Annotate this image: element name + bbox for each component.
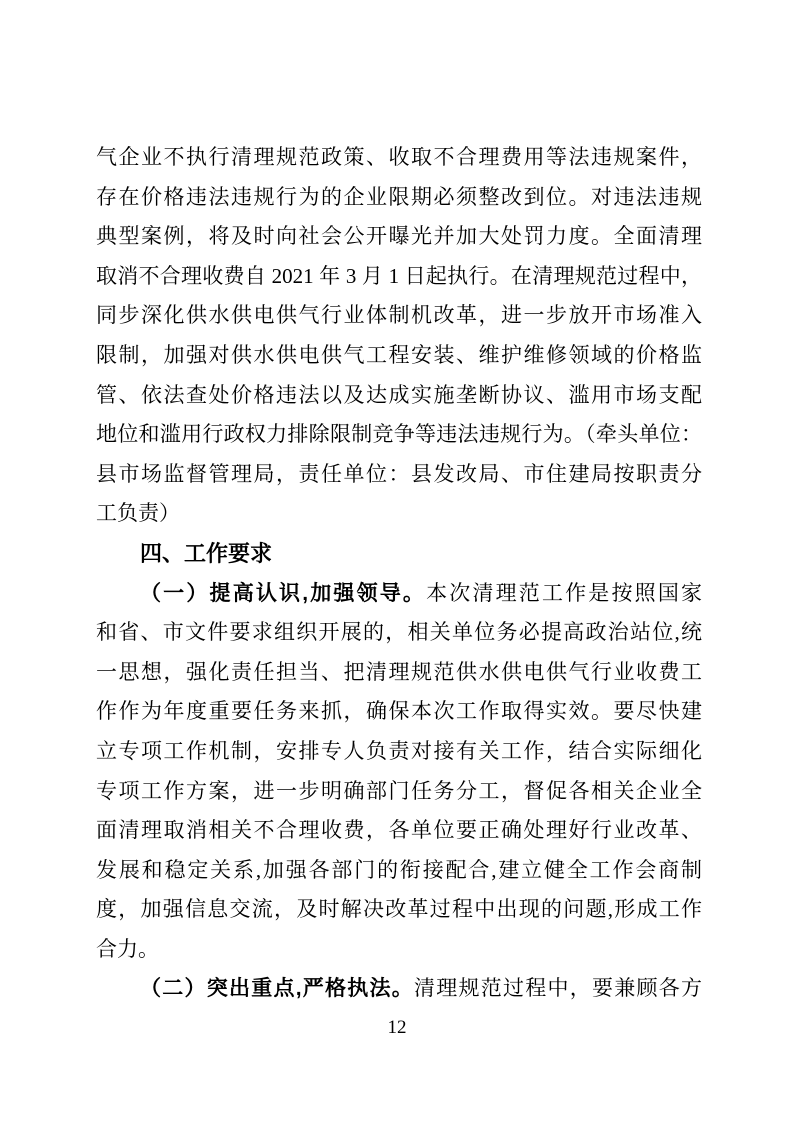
text-run: 同步深化供水供电供气行业体制机改革，进一步放开市场准入 [96, 303, 702, 328]
text-run: 作作为年度重要任务来抓，确保本次工作取得实效。要尽快建 [96, 699, 702, 724]
text-line [96, 336, 702, 376]
page-number: 12 [387, 1017, 407, 1038]
text-run: 管、依法查处价格违法以及达成实施垄断协议、滥用市场支配 [96, 382, 702, 407]
text-run: 专项工作方案，进一步明确部门任务分工，督促各相关企业全 [96, 778, 702, 803]
text-line [96, 455, 702, 495]
text-line [96, 138, 702, 178]
text-run: 存在价格违法违规行为的企业限期必须整改到位。对违法违规 [96, 184, 702, 209]
text-run: 地位和滥用行政权力排除限制竞争等违法违规行为。（牵头单位： [96, 422, 702, 447]
text-line [96, 930, 702, 970]
text-run: 度，加强信息交流，及时解决改革过程中出现的问题,形成工作 [96, 897, 702, 922]
text-run: 合力。 [96, 936, 159, 961]
text-run: 气企业不执行清理规范政策、收取不合理费用等法违规案件， [96, 145, 702, 169]
text-line [96, 415, 702, 455]
text-line [96, 811, 702, 851]
text-run: 取消不合理收费自 2021 年 3 月 1 日起执行。在清理规范过程中， [96, 263, 702, 288]
text-run: 立专项工作机制，安排专人负责对接有关工作，结合实际细化 [96, 738, 702, 763]
text-line [96, 613, 702, 653]
text-line [96, 692, 702, 732]
text-line [96, 494, 702, 534]
text-run: 典型案例，将及时向社会公开曝光并加大处罚力度。全面清理 [96, 224, 702, 249]
bold-run: （二）突出重点,严格执法。 [140, 977, 415, 1001]
text-run: 面清理取消相关不合理收费，各单位要正确处理好行业改革、 [96, 818, 702, 843]
text-line [96, 732, 702, 772]
text-line [96, 217, 702, 257]
text-line [96, 178, 702, 218]
text-line [96, 257, 702, 297]
text-run: 工负责） [96, 501, 180, 526]
text-line [96, 376, 702, 416]
text-line [96, 772, 702, 812]
text-line [96, 851, 702, 891]
bold-run: 四、工作要求 [140, 540, 273, 566]
text-run: 限制，加强对供水供电供气工程安装、维护维修领域的价格监 [96, 342, 702, 367]
text-line [96, 890, 702, 930]
text-line [96, 969, 702, 1009]
text-run: 清理规范过程中，要兼顾各方 [414, 976, 703, 1001]
bold-run: （一）提高认识,加强领导。 [140, 581, 427, 605]
text-line [96, 296, 702, 336]
text-run: 本次清理范工作是按照国家 [426, 580, 702, 605]
text-line [96, 574, 702, 614]
text-run: 和省、市文件要求组织开展的，相关单位务必提高政治站位,统 [96, 620, 702, 645]
text-run: 县市场监督管理局，责任单位：县发改局、市住建局按职责分 [96, 461, 702, 486]
text-run: 发展和稳定关系,加强各部门的衔接配合,建立健全工作会商制 [96, 857, 702, 882]
text-run: 一思想，强化责任担当、把清理规范供水供电供气行业收费工 [96, 659, 702, 684]
text-line [96, 653, 702, 693]
section-heading [96, 534, 702, 574]
document-content [96, 138, 702, 1009]
page-number-footer [0, 1014, 794, 1042]
